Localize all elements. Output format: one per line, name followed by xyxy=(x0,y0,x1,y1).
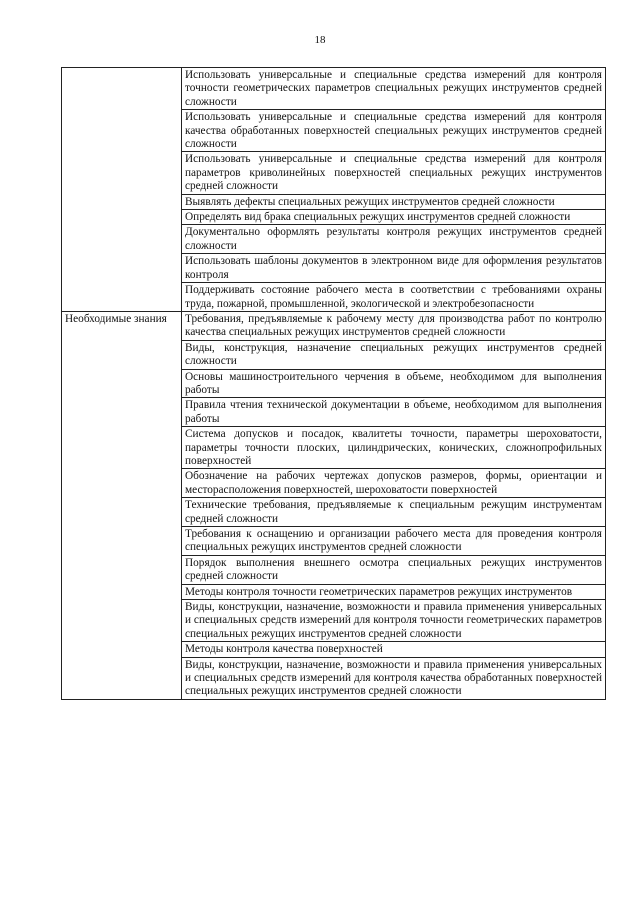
table-row xyxy=(62,311,606,340)
table-cell: Использовать универсальные и специальные средства измерений для контроля качества обработанных поверхностей специальных режущих инструментов средней сложности xyxy=(182,110,606,152)
page-number: 18 xyxy=(314,34,326,46)
table-cell: Использовать шаблоны документов в электронном виде для оформления результатов контроля xyxy=(182,254,606,283)
table-cell: Поддерживать состояние рабочего места в соответствии с требованиями охраны труда, пожарной, промышленной, экологической и электробезопасности xyxy=(182,283,606,312)
table-cell: Система допусков и посадок, квалитеты точности, параметры шероховатости, параметры точности плоских, цилиндрических, конических, сложнопрофильных поверхностей xyxy=(182,427,606,469)
table-cell: Обозначение на рабочих чертежах допусков размеров, формы, ориентации и месторасположения поверхностей, шероховатости поверхностей xyxy=(182,469,606,498)
table-cell: Правила чтения технической документации в объеме, необходимом для выполнения работы xyxy=(182,398,606,427)
table-cell: Требования, предъявляемые к рабочему месту для производства работ по контролю качества специальных режущих инструментов средней сложности xyxy=(182,311,606,340)
table-cell: Виды, конструкции, назначение, возможности и правила применения универсальных и специальных средств измерений для контроля точности геометрических параметров специальных режущих инструментов средней сложности xyxy=(182,600,606,642)
table-cell: Порядок выполнения внешнего осмотра специальных режущих инструментов средней сложности xyxy=(182,555,606,584)
table-cell: Виды, конструкция, назначение специальных режущих инструментов средней сложности xyxy=(182,340,606,369)
table-cell: Основы машиностроительного черчения в объеме, необходимом для выполнения работы xyxy=(182,369,606,398)
table-row xyxy=(62,68,606,110)
table-cell: Методы контроля качества поверхностей xyxy=(182,642,606,657)
skills-label-cell xyxy=(62,68,182,312)
requirements-table xyxy=(61,67,606,700)
table-cell: Требования к оснащению и организации рабочего места для проведения контроля специальных режущих инструментов средней сложности xyxy=(182,527,606,556)
knowledge-label: Необходимые знания xyxy=(62,311,182,699)
table-cell: Документально оформлять результаты контроля режущих инструментов средней сложности xyxy=(182,225,606,254)
table-cell: Использовать универсальные и специальные средства измерений для контроля параметров криволинейных поверхностей специальных режущих инструментов средней сложности xyxy=(182,152,606,194)
table-cell: Использовать универсальные и специальные средства измерений для контроля точности геометрических параметров специальных режущих инструментов средней сложности xyxy=(182,68,606,110)
table-cell: Виды, конструкции, назначение, возможности и правила применения универсальных и специальных средств измерений для контроля качества обработанных поверхностей специальных режущих инструментов средней сложности xyxy=(182,657,606,699)
table-cell: Выявлять дефекты специальных режущих инструментов средней сложности xyxy=(182,194,606,209)
table-cell: Технические требования, предъявляемые к специальным режущим инструментам средней сложности xyxy=(182,498,606,527)
table-cell: Определять вид брака специальных режущих инструментов средней сложности xyxy=(182,210,606,225)
table-cell: Методы контроля точности геометрических параметров режущих инструментов xyxy=(182,584,606,599)
